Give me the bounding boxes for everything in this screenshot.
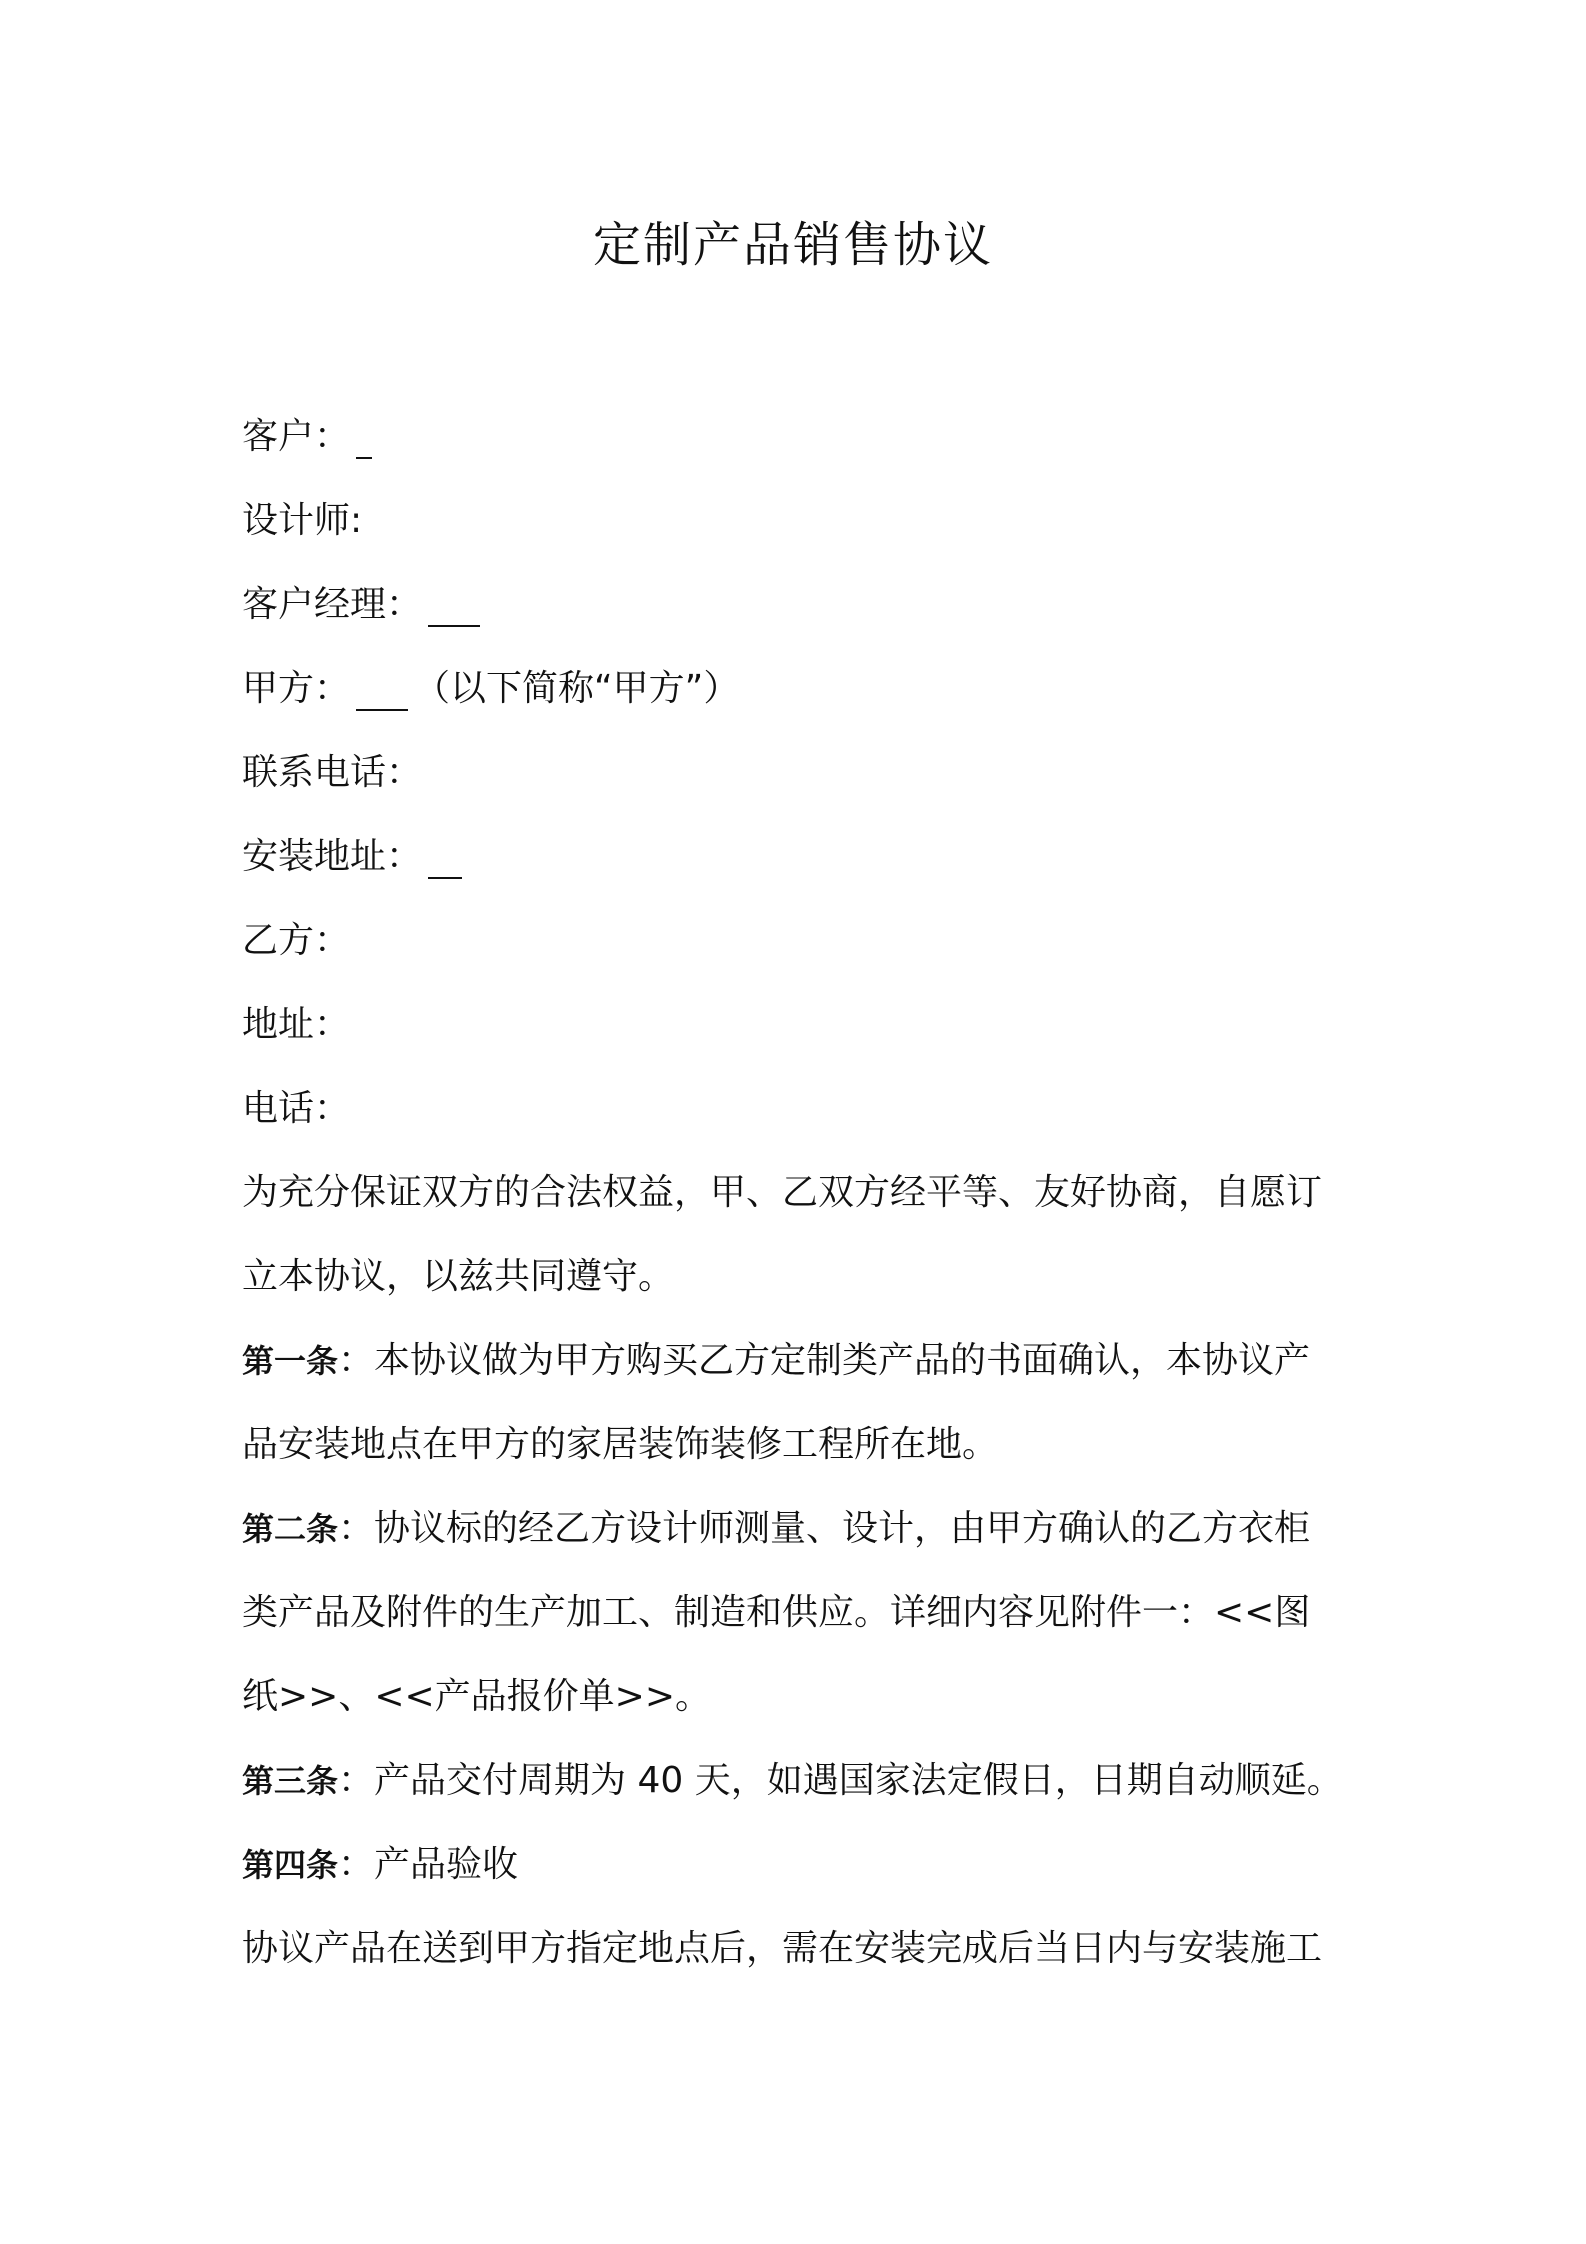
article-2-heading: 第二条: [242, 1510, 339, 1548]
tel-label: 电话：: [242, 1088, 351, 1129]
designer-label: 设计师:: [242, 500, 363, 541]
document-body: [242, 395, 1362, 1991]
article-1-text-1: ：本协议做为甲方购买乙方定制类产品的书面确认，本协议产: [338, 1340, 1311, 1381]
article-2-text-1: ：协议标的经乙方设计师测量、设计，由甲方确认的乙方衣柜: [338, 1508, 1311, 1549]
article-4-line-2: 协议产品在送到甲方指定地点后，需在安装完成后当日内与安装施工: [242, 1928, 1323, 1969]
customer-label: 客户：: [242, 416, 351, 457]
article-3-line-1: [242, 1739, 1362, 1823]
article-2-line-2: 类产品及附件的生产加工、制造和供应。详细内容见附件一：<<图: [242, 1592, 1311, 1633]
account-manager-line: [242, 563, 1362, 647]
article-4-heading: 第四条: [242, 1846, 339, 1884]
install-address-line: [242, 815, 1362, 899]
install-address-label: 安装地址：: [242, 836, 423, 877]
address-label: 地址：: [242, 1004, 351, 1045]
phone-line: [242, 731, 1362, 815]
install-address-blank: [428, 837, 462, 879]
phone-label: 联系电话：: [242, 752, 423, 793]
intro-line-2: 立本协议，以兹共同遵守。: [242, 1256, 675, 1297]
article-1-line-2: 品安装地点在甲方的家居装饰装修工程所在地。: [242, 1424, 999, 1465]
article-2-line-1: [242, 1487, 1362, 1571]
article-3-heading: 第三条: [242, 1762, 339, 1800]
account-manager-label: 客户经理：: [242, 584, 423, 625]
designer-line: [242, 479, 1362, 563]
customer-blank: [356, 417, 372, 459]
party-a-blank: [356, 669, 408, 711]
party-a-line: [242, 647, 1362, 731]
party-a-label: 甲方：: [242, 668, 351, 709]
account-manager-blank: [428, 585, 480, 627]
article-1-line-1: [242, 1319, 1362, 1403]
article-4-text-1: ：产品验收: [338, 1844, 519, 1885]
document-title: 定制产品销售协议: [592, 217, 993, 273]
party-b-label: 乙方：: [242, 920, 351, 961]
article-4-line-1: [242, 1823, 1362, 1907]
address-line: [242, 983, 1362, 1067]
tel-line: [242, 1067, 1362, 1151]
customer-line: [242, 395, 1362, 479]
article-2-line-3: 纸>>、<<产品报价单>>。: [242, 1676, 711, 1717]
intro-line-1: 为充分保证双方的合法权益，甲、乙双方经平等、友好协商，自愿订: [242, 1172, 1323, 1213]
party-a-note: （以下简称“甲方”）: [414, 668, 740, 709]
article-1-heading: 第一条: [242, 1342, 339, 1380]
article-3-text-1: ：产品交付周期为 40 天，如遇国家法定假日，日期自动顺延。: [338, 1760, 1343, 1801]
party-b-line: [242, 899, 1362, 983]
